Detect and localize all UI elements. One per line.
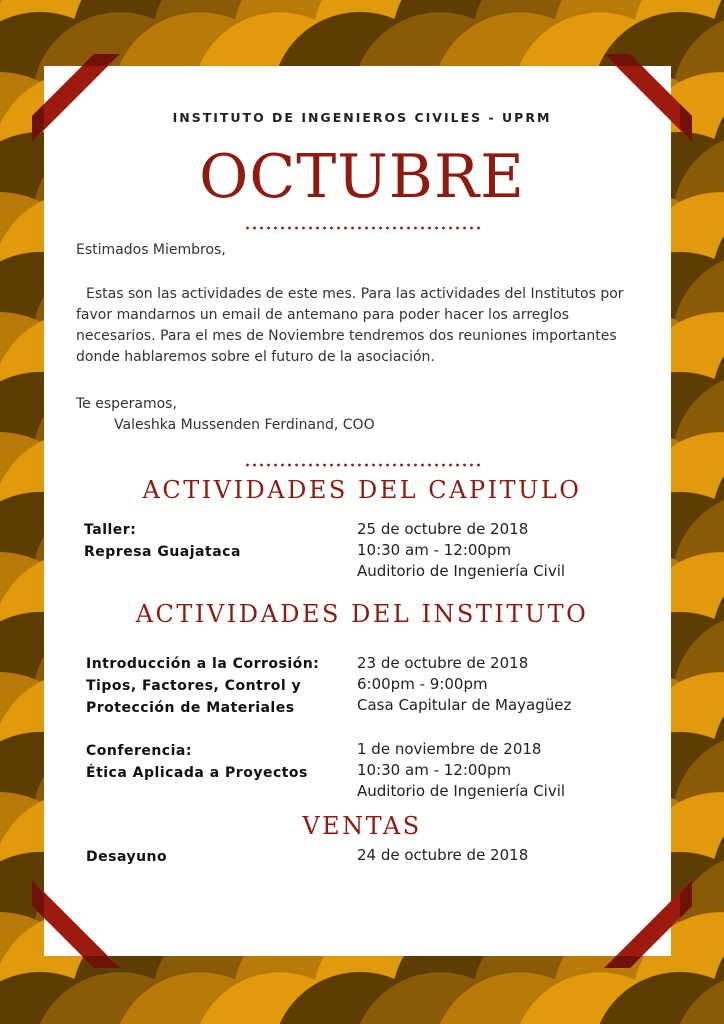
- activity-name: [86, 653, 356, 719]
- section-title-instituto: ACTIVIDADES DEL INSTITUTO: [135, 600, 589, 628]
- activity-time: 10:30 am - 12:00pm: [357, 761, 512, 779]
- activity-name: [84, 519, 354, 563]
- activity-details: [357, 739, 657, 802]
- letter-greeting: Estimados Miembros,: [76, 242, 226, 258]
- activity-date: 1 de noviembre de 2018: [357, 740, 542, 758]
- activity-date: 23 de octubre de 2018: [357, 654, 529, 672]
- divider-dots: [244, 226, 484, 230]
- activity-location: Auditorio de Ingeniería Civil: [357, 562, 566, 580]
- sale-name-line: Desayuno: [86, 849, 168, 865]
- activity-name-line: Introducción a la Corrosión:: [86, 656, 320, 672]
- activity-name-line: Tipos, Factores, Control y: [86, 678, 302, 694]
- divider-dots: [244, 463, 484, 467]
- ribbon-bottom-left-icon: [28, 862, 138, 972]
- activity-name-line: Taller:: [84, 522, 137, 538]
- activity-location: Casa Capitular de Mayagüez: [357, 696, 572, 714]
- sale-details: [357, 845, 657, 866]
- activity-name-line: Conferencia:: [86, 743, 192, 759]
- letter-signature: Valeshka Mussenden Ferdinand, COO: [114, 417, 375, 433]
- month-title: OCTUBRE: [199, 142, 525, 212]
- activity-name-line: Protección de Materiales: [86, 700, 295, 716]
- activity-name: [86, 740, 356, 784]
- activity-details: [357, 653, 657, 716]
- activity-name-line: Ética Aplicada a Proyectos: [86, 765, 308, 781]
- activity-date: 25 de octubre de 2018: [357, 520, 529, 538]
- sale-name: [86, 846, 356, 868]
- ribbon-bottom-right-icon: [586, 862, 696, 972]
- section-title-capitulo: ACTIVIDADES DEL CAPITULO: [142, 476, 582, 504]
- organization-name: INSTITUTO DE INGENIEROS CIVILES - UPRM: [172, 110, 552, 125]
- sale-date: 24 de octubre de 2018: [357, 846, 529, 864]
- activity-details: [357, 519, 657, 582]
- section-title-ventas: VENTAS: [302, 812, 422, 840]
- activity-time: 6:00pm - 9:00pm: [357, 675, 488, 693]
- activity-location: Auditorio de Ingeniería Civil: [357, 782, 566, 800]
- activity-name-line: Represa Guajataca: [84, 544, 241, 560]
- activity-time: 10:30 am - 12:00pm: [357, 541, 512, 559]
- letter-body: Estas son las actividades de este mes. Para las actividades del Institutos por favor mandarnos un email de antemano para poder hacer los arreglos necesarios. Para el mes de Noviembre tendremos dos reuniones importantes donde hablaremos sobre el futuro de la asociación.: [76, 286, 624, 365]
- letter-closing: Te esperamos,: [76, 396, 177, 412]
